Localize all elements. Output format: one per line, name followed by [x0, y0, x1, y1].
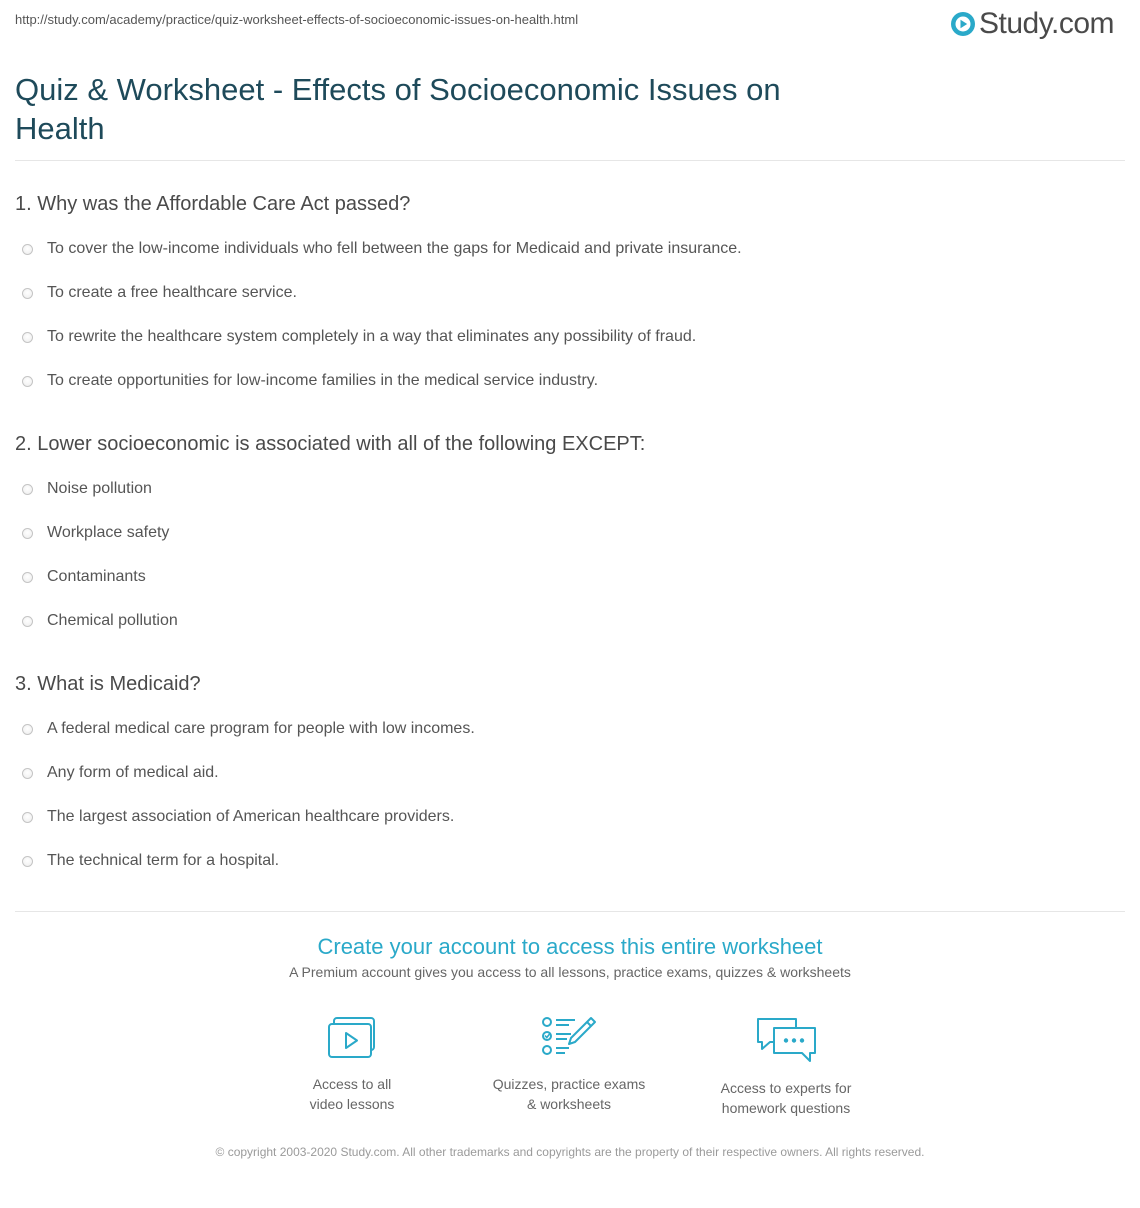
answer-label: To cover the low-income individuals who fell between the gaps for Medicaid and private insurance. [47, 240, 742, 257]
answer-label: To create a free healthcare service. [47, 284, 297, 301]
create-account-link[interactable]: Create your account to access this entire worksheet [317, 934, 823, 959]
cta-divider [15, 911, 1125, 912]
radio-button[interactable] [22, 768, 33, 779]
answer-label: A federal medical care program for people with low incomes. [47, 720, 475, 737]
radio-button[interactable] [22, 376, 33, 387]
radio-button[interactable] [22, 724, 33, 735]
page-url: http://study.com/academy/practice/quiz-worksheet-effects-of-socioeconomic-issues-on-health.html [15, 12, 579, 27]
feature-label: Access to all video lessons [309, 1076, 395, 1112]
cta-subheading: A Premium account gives you access to all lessons, practice exams, quizzes & worksheets [289, 964, 851, 980]
radio-button[interactable] [22, 572, 33, 583]
answer-option[interactable] [22, 478, 152, 500]
answer-option[interactable] [22, 850, 279, 872]
answer-option[interactable] [22, 326, 696, 348]
logo-text: Study.com [979, 7, 1114, 40]
radio-button[interactable] [22, 856, 33, 867]
feature-label: Access to experts for homework questions [720, 1080, 852, 1116]
question-1: 1. Why was the Affordable Care Act passed? [15, 193, 411, 215]
answer-option[interactable] [22, 566, 146, 588]
study-logo[interactable] [950, 6, 1114, 42]
radio-button[interactable] [22, 244, 33, 255]
answer-option[interactable] [22, 522, 169, 544]
answer-option[interactable] [22, 762, 219, 784]
radio-button[interactable] [22, 528, 33, 539]
radio-button[interactable] [22, 332, 33, 343]
question-3: 3. What is Medicaid? [15, 673, 201, 695]
feature-label: Quizzes, practice exams & worksheets [492, 1076, 646, 1112]
radio-button[interactable] [22, 484, 33, 495]
play-logo-icon [950, 11, 976, 37]
feature-experts [686, 1016, 886, 1118]
radio-button[interactable] [22, 812, 33, 823]
radio-button[interactable] [22, 616, 33, 627]
chat-bubbles-icon [754, 1016, 818, 1064]
answer-option[interactable] [22, 238, 742, 260]
answer-label: Any form of medical aid. [47, 764, 219, 781]
answer-option[interactable] [22, 610, 178, 632]
copyright-notice: © copyright 2003-2020 Study.com. All other trademarks and copyrights are the property of their respective owners. All rights reserved. [215, 1145, 925, 1159]
answer-label: The largest association of American healthcare providers. [47, 808, 455, 825]
feature-video-lessons [252, 1016, 452, 1114]
answer-label: To create opportunities for low-income families in the medical service industry. [47, 372, 599, 389]
answer-option[interactable] [22, 718, 475, 740]
page-title: Quiz & Worksheet - Effects of Socioeconomic Issues on Health [15, 72, 781, 146]
answer-label: Noise pollution [47, 480, 152, 497]
question-2: 2. Lower socioeconomic is associated with all of the following EXCEPT: [15, 433, 646, 455]
answer-label: The technical term for a hospital. [47, 852, 280, 869]
quiz-checklist-icon [541, 1016, 597, 1060]
answer-option[interactable] [22, 806, 454, 828]
answer-label: Chemical pollution [47, 612, 178, 629]
answer-option[interactable] [22, 370, 598, 392]
title-divider [15, 160, 1125, 161]
video-lesson-icon [326, 1016, 378, 1060]
answer-label: Workplace safety [47, 524, 170, 541]
radio-button[interactable] [22, 288, 33, 299]
answer-label: To rewrite the healthcare system completely in a way that eliminates any possibility of fraud. [47, 328, 697, 345]
answer-option[interactable] [22, 282, 297, 304]
feature-quizzes [469, 1016, 669, 1114]
answer-label: Contaminants [47, 568, 146, 585]
